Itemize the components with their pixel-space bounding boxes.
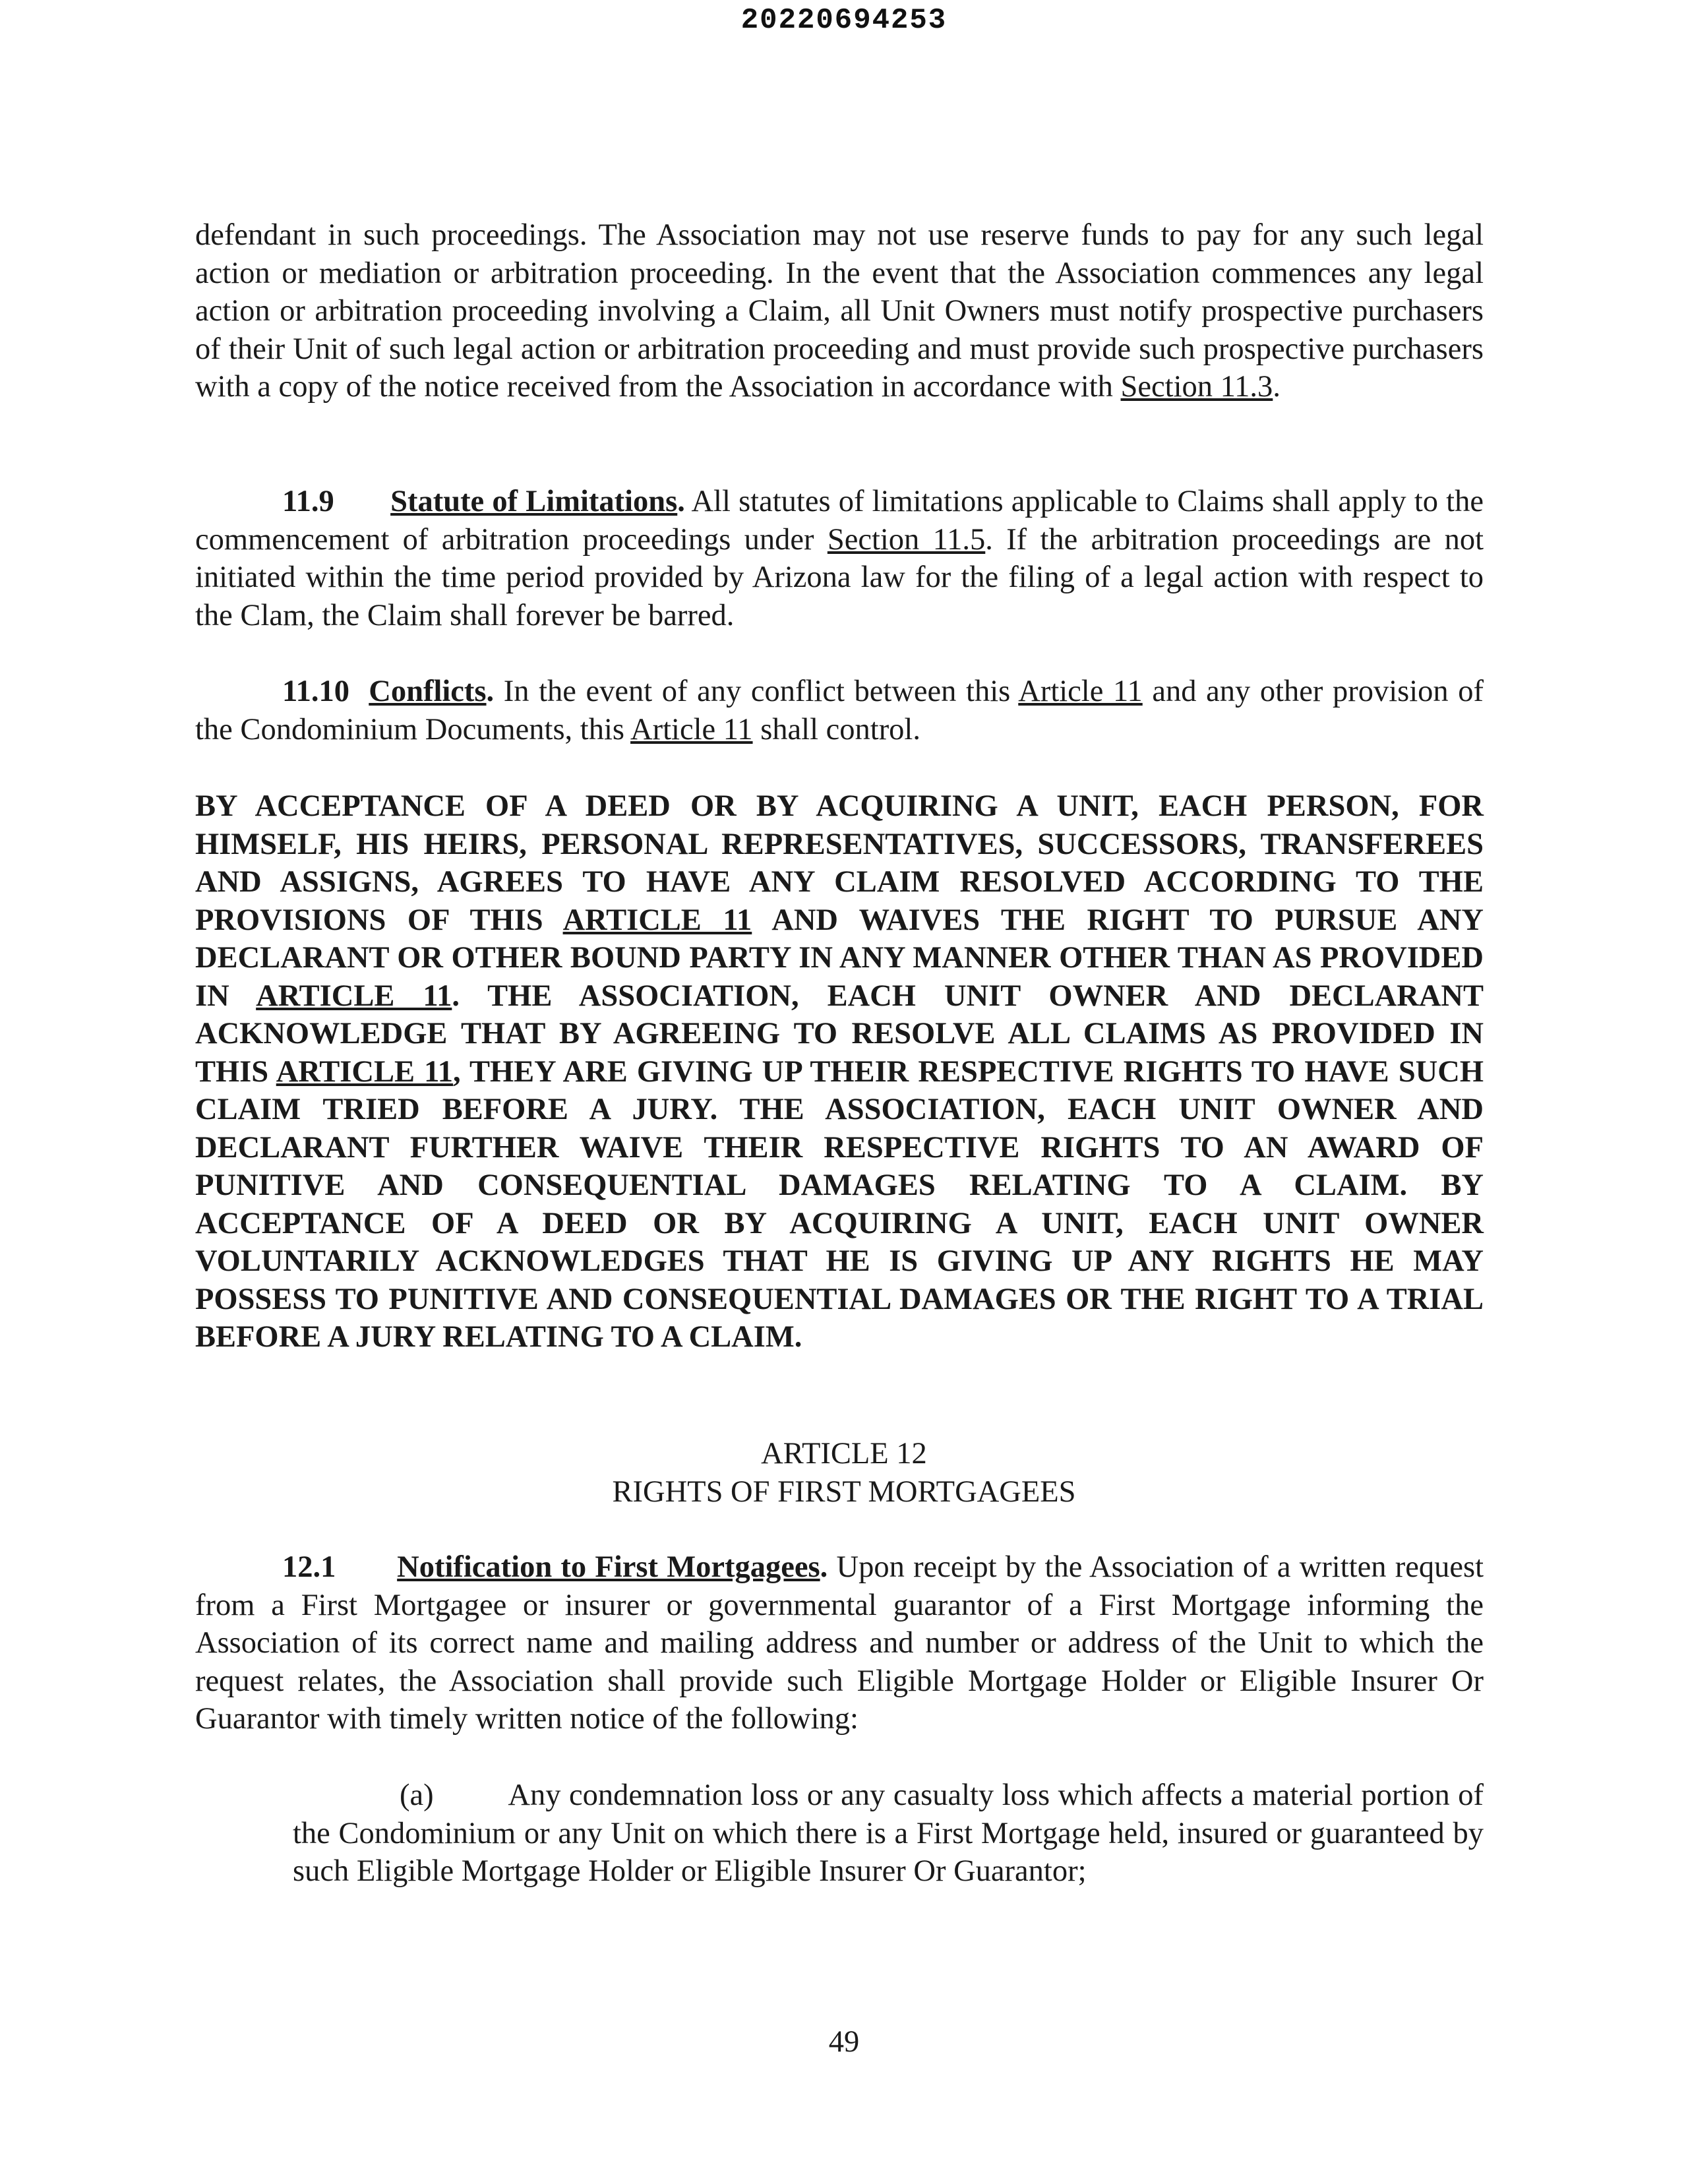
intro-text-2: .: [1273, 370, 1281, 404]
article-11-reference: ARTICLE 11: [256, 979, 452, 1013]
section-11-10-text-2: and any other provision of the Condominium Documents, this: [195, 675, 1484, 746]
section-11-3-reference: Section 11.3: [1120, 370, 1273, 404]
section-11-5-reference: Section 11.5: [827, 522, 986, 557]
intro-text-1: defendant in such proceedings. The Association may not use reserve funds to pay for any such legal action or mediation or arbitration proceeding. In the event that the Association commences any legal action or arbitration proceeding involving a Claim, all Unit Owners must notify prospective purchasers of their Unit of such legal action or arbitration proceeding and must provide such prospective purchasers with a copy of the notice received from the Association in accordance with: [195, 218, 1484, 404]
section-11-10-text-3: shall control.: [752, 712, 920, 746]
waiver-text-1: BY ACCEPTANCE OF A DEED OR BY ACQUIRING A UNIT, EACH PERSON, FOR HIMSELF, HIS HEIRS, PERSONAL REPRESENTATIVES, SUCCESSORS, TRANSFEREES AND ASSIGNS, AGREES TO HAVE ANY CLAIM RESOLVED ACCORDING TO THE PROVISIONS OF THIS: [195, 789, 1484, 937]
item-a: [293, 1776, 1484, 1891]
waiver-text-2: AND WAIVES THE RIGHT TO PURSUE ANY DECLARANT OR OTHER BOUND PARTY IN ANY MANNER OTHER THAN AS PROVIDED IN: [195, 903, 1484, 1013]
item-a-text: Any condemnation loss or any casualty loss which affects a material portion of the Condominium or any Unit on which there is a First Mortgage held, insured or guaranteed by such Eligible Mortgage Holder or Eligible Insurer Or Guarantor;: [293, 1778, 1484, 1888]
section-11-9-heading: Statute of Limitations: [390, 485, 678, 518]
section-11-10-heading: Conflicts: [369, 675, 487, 708]
section-12-1: [195, 1548, 1484, 1738]
document-number: 20220694253: [740, 4, 948, 37]
section-11-10-text-1: In the event of any conflict between this: [494, 675, 1019, 708]
article-11-reference: Article 11: [630, 712, 753, 746]
section-12-1-text: Upon receipt by the Association of a written request from a First Mortgagee or insurer or governmental guarantor of a First Mortgage informing the Association of its correct name and mailing address and number or address of the Unit to which the request relates, the Association shall provide such Eligible Mortgage Holder or Eligible Insurer Or Guarantor with timely written notice of the following:: [195, 1550, 1484, 1736]
article-12-title: ARTICLE 12: [761, 1437, 927, 1471]
waiver-text-4: , THEY ARE GIVING UP THEIR RESPECTIVE RIGHTS TO HAVE SUCH CLAIM TRIED BEFORE A JURY. THE ASSOCIATION, EACH UNIT OWNER AND DECLARANT FURTHER WAIVE THEIR RESPECTIVE RIGHTS TO AN AWARD OF PUNITIVE AND CONSEQUENTIAL DAMAGES RELATING TO A CLAIM. BY ACCEPTANCE OF A DEED OR BY ACQUIRING A UNIT, EACH UNIT OWNER VOLUNTARILY ACKNOWLEDGES THAT HE IS GIVING UP ANY RIGHTS HE MAY POSSESS TO PUNITIVE AND CONSEQUENTIAL DAMAGES OR THE RIGHT TO A TRIAL BEFORE A JURY RELATING TO A CLAIM.: [195, 1054, 1484, 1354]
section-11-9: [195, 483, 1484, 634]
page-number: 49: [828, 2025, 860, 2059]
section-11-10-number: 11.10: [282, 675, 350, 708]
item-a-label: (a): [400, 1778, 434, 1812]
section-11-10-heading-punct: .: [486, 675, 495, 708]
section-12-1-heading: Notification to First Mortgagees: [397, 1550, 820, 1584]
paragraph-intro: [195, 216, 1484, 406]
waiver-text-3: . THE ASSOCIATION, EACH UNIT OWNER AND DECLARANT ACKNOWLEDGE THAT BY AGREEING TO RESOLVE ALL CLAIMS AS PROVIDED IN THIS: [195, 979, 1484, 1089]
section-11-9-text-1: All statutes of limitations applicable to Claims shall apply to the commencement of arbitration proceedings under: [195, 485, 1484, 557]
section-12-1-number: 12.1: [282, 1550, 336, 1584]
jury-waiver-paragraph: [195, 787, 1484, 1356]
article-12-subtitle: RIGHTS OF FIRST MORTGAGEES: [612, 1474, 1076, 1509]
article-12-heading: [0, 1435, 1688, 1511]
section-11-9-number: 11.9: [282, 485, 334, 518]
section-11-10: [195, 673, 1484, 748]
article-11-reference: Article 11: [1018, 675, 1143, 708]
article-11-reference: ARTICLE 11: [276, 1054, 454, 1089]
article-11-reference: ARTICLE 11: [562, 903, 752, 937]
section-11-9-text-2: . If the arbitration proceedings are not initiated within the time period provided by Arizona law for the filing of a legal action with respect to the Clam, the Claim shall forever be barred.: [195, 522, 1484, 632]
section-12-1-heading-punct: .: [820, 1550, 828, 1584]
section-11-9-heading-punct: .: [677, 485, 685, 518]
